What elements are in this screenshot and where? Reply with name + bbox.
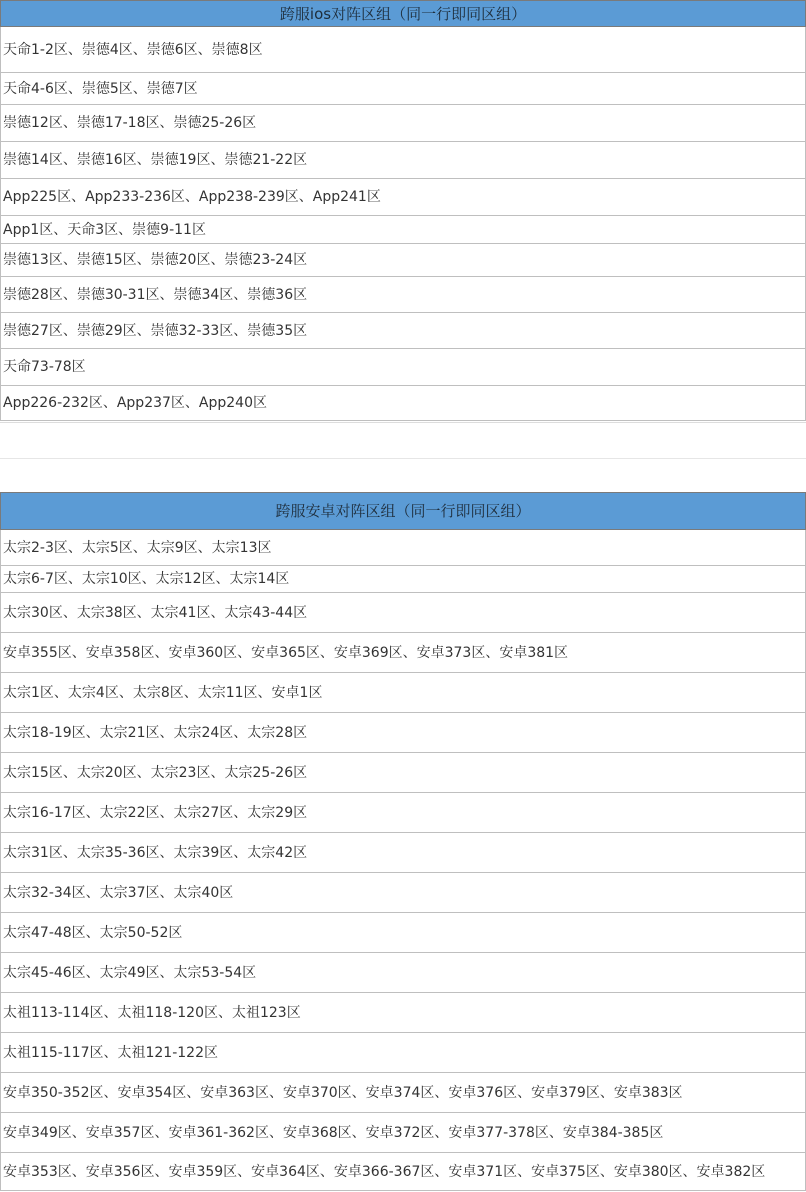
- server-group-cell: 崇德12区、崇德17-18区、崇德25-26区: [1, 105, 806, 142]
- server-group-cell: 太宗15区、太宗20区、太宗23区、太宗25-26区: [1, 753, 806, 793]
- table-row: [1, 179, 806, 216]
- table-row: [1, 244, 806, 277]
- table-row: [1, 1153, 806, 1191]
- server-group-cell: 崇德28区、崇德30-31区、崇德34区、崇德36区: [1, 277, 806, 313]
- table-row: [1, 313, 806, 349]
- android-table-title: 跨服安卓对阵区组（同一行即同区组）: [1, 493, 806, 530]
- server-group-cell: 太祖115-117区、太祖121-122区: [1, 1033, 806, 1073]
- server-group-cell: 天命1-2区、崇德4区、崇德6区、崇德8区: [1, 27, 806, 73]
- server-group-cell: 天命73-78区: [1, 349, 806, 386]
- server-group-cell: 太宗45-46区、太宗49区、太宗53-54区: [1, 953, 806, 993]
- server-group-cell: 崇德13区、崇德15区、崇德20区、崇德23-24区: [1, 244, 806, 277]
- server-group-cell: 太宗2-3区、太宗5区、太宗9区、太宗13区: [1, 530, 806, 566]
- table-row: [1, 873, 806, 913]
- server-group-cell: 太宗30区、太宗38区、太宗41区、太宗43-44区: [1, 593, 806, 633]
- table-row: [1, 566, 806, 593]
- server-group-cell: 天命4-6区、崇德5区、崇德7区: [1, 73, 806, 105]
- table-row: [1, 1033, 806, 1073]
- server-group-cell: App226-232区、App237区、App240区: [1, 386, 806, 421]
- table-row: [1, 530, 806, 566]
- table-row: [1, 73, 806, 105]
- ios-header-row: [1, 1, 806, 27]
- table-row: [1, 386, 806, 421]
- ios-matchup-table: [0, 0, 806, 421]
- server-group-cell: 太宗32-34区、太宗37区、太宗40区: [1, 873, 806, 913]
- server-group-cell: 太祖113-114区、太祖118-120区、太祖123区: [1, 993, 806, 1033]
- table-row: [1, 593, 806, 633]
- table-row: [1, 1073, 806, 1113]
- server-group-cell: 安卓355区、安卓358区、安卓360区、安卓365区、安卓369区、安卓373区、安卓381区: [1, 633, 806, 673]
- android-matchup-table: [0, 492, 806, 1191]
- divider: [0, 458, 806, 459]
- table-row: [1, 277, 806, 313]
- server-group-cell: 安卓353区、安卓356区、安卓359区、安卓364区、安卓366-367区、安卓371区、安卓375区、安卓380区、安卓382区: [1, 1153, 806, 1191]
- table-row: [1, 27, 806, 73]
- table-row: [1, 105, 806, 142]
- table-row: [1, 753, 806, 793]
- server-group-cell: 太宗6-7区、太宗10区、太宗12区、太宗14区: [1, 566, 806, 593]
- table-row: [1, 673, 806, 713]
- server-group-cell: 太宗18-19区、太宗21区、太宗24区、太宗28区: [1, 713, 806, 753]
- table-row: [1, 633, 806, 673]
- table-row: [1, 793, 806, 833]
- table-row: [1, 993, 806, 1033]
- table-row: [1, 953, 806, 993]
- server-group-cell: 安卓350-352区、安卓354区、安卓363区、安卓370区、安卓374区、安卓376区、安卓379区、安卓383区: [1, 1073, 806, 1113]
- table-row: [1, 913, 806, 953]
- android-header-row: [1, 493, 806, 530]
- server-group-cell: 崇德27区、崇德29区、崇德32-33区、崇德35区: [1, 313, 806, 349]
- server-group-cell: 太宗47-48区、太宗50-52区: [1, 913, 806, 953]
- server-group-cell: 安卓349区、安卓357区、安卓361-362区、安卓368区、安卓372区、安卓377-378区、安卓384-385区: [1, 1113, 806, 1153]
- server-group-cell: 崇德14区、崇德16区、崇德19区、崇德21-22区: [1, 142, 806, 179]
- server-group-cell: App225区、App233-236区、App238-239区、App241区: [1, 179, 806, 216]
- table-row: [1, 142, 806, 179]
- table-row: [1, 713, 806, 753]
- table-row: [1, 833, 806, 873]
- table-row: [1, 349, 806, 386]
- table-row: [1, 216, 806, 244]
- server-group-cell: 太宗1区、太宗4区、太宗8区、太宗11区、安卓1区: [1, 673, 806, 713]
- server-group-cell: 太宗16-17区、太宗22区、太宗27区、太宗29区: [1, 793, 806, 833]
- ios-table-title: 跨服ios对阵区组（同一行即同区组）: [1, 1, 806, 27]
- server-group-cell: App1区、天命3区、崇德9-11区: [1, 216, 806, 244]
- table-row: [1, 1113, 806, 1153]
- server-group-cell: 太宗31区、太宗35-36区、太宗39区、太宗42区: [1, 833, 806, 873]
- section-spacer: [0, 422, 806, 493]
